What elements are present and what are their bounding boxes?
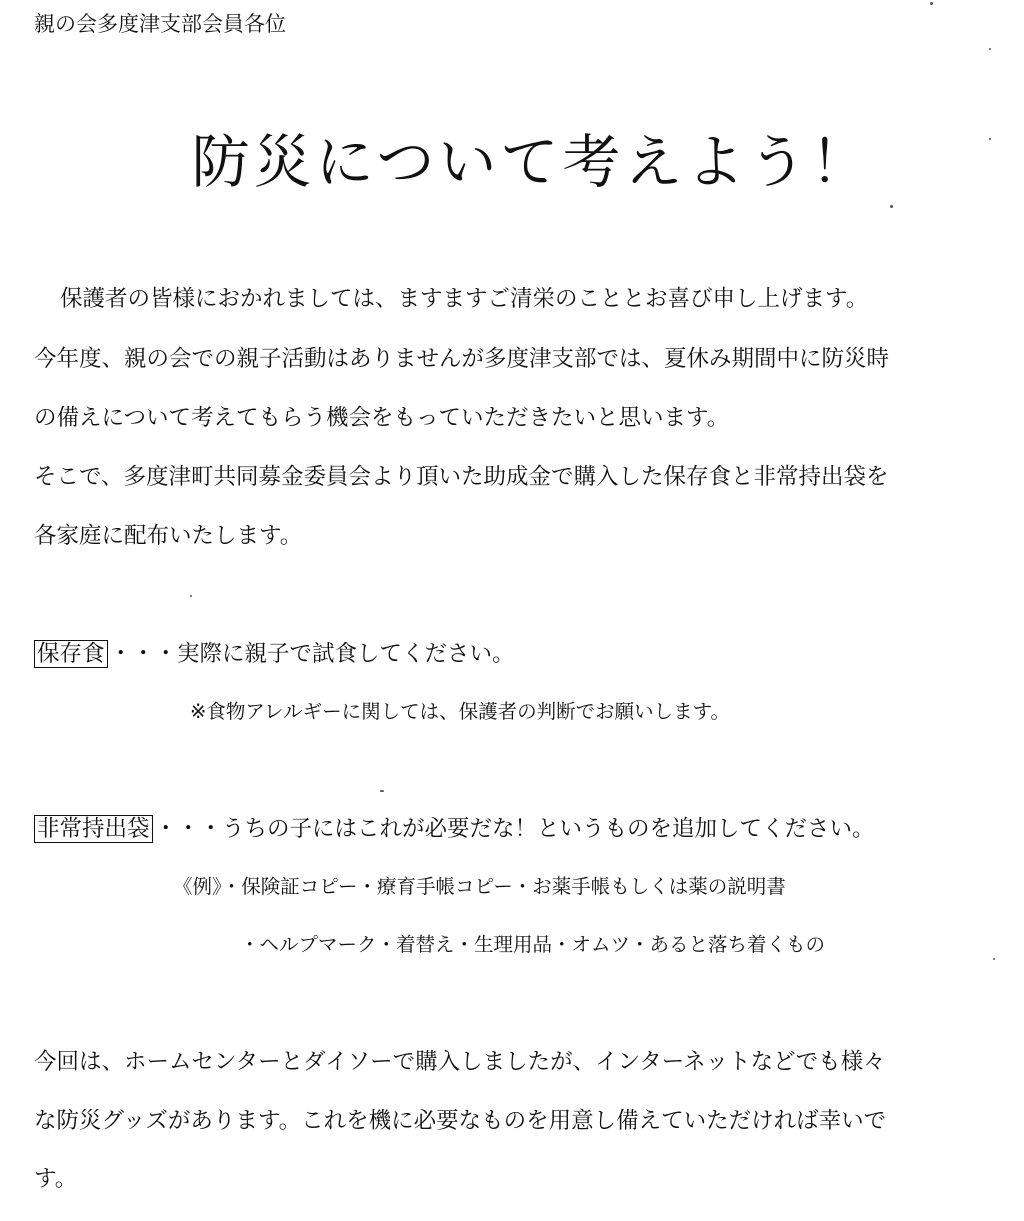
scan-speck xyxy=(380,790,384,792)
example-prefix: 《例》 xyxy=(173,875,222,898)
closing-line-2: な防災グッズがあります。これを機に必要なものを用意し備えていただければ幸いで xyxy=(34,1108,887,1134)
intro-line-1: 保護者の皆様におかれましては、ますますご清栄のこととお喜び申し上げます。 xyxy=(60,286,869,312)
item-emergency-bag xyxy=(34,815,875,843)
intro-line-4: そこで、多度津町共同募金委員会より頂いた助成金で購入した保存食と非常持出袋を xyxy=(34,464,889,490)
scan-speck xyxy=(930,2,933,5)
intro-line-5: 各家庭に配布いたします。 xyxy=(34,523,303,549)
scan-speck xyxy=(989,138,991,140)
item-label-emergency-bag: 非常持出袋 xyxy=(34,815,153,843)
closing-line-3: す。 xyxy=(34,1166,78,1192)
allergy-note: ※食物アレルギーに関しては、保護者の判断でお願いします。 xyxy=(190,700,731,723)
item-text-emergency-bag: ・・・うちの子にはこれが必要だな！というものを追加してください。 xyxy=(154,816,875,842)
intro-line-3: の備えについて考えてもらう機会をもっていただきたいと思います。 xyxy=(34,405,730,431)
example-items-1: ・保険証コピー・療育手帳コピー・お薬手帳もしくは薬の説明書 xyxy=(221,875,786,898)
addressee: 親の会多度津支部会員各位 xyxy=(34,12,286,36)
example-line-2: ・ヘルプマーク・着替え・生理用品・オムツ・あると落ち着くもの xyxy=(240,933,826,956)
intro-line-2: 今年度、親の会での親子活動はありませんが多度津支部では、夏休み期間中に防災時 xyxy=(34,346,890,372)
page-title: 防災について考えよう！ xyxy=(191,128,873,196)
example-line-1 xyxy=(173,877,786,897)
scan-speck xyxy=(989,48,991,50)
item-text-preserved-food: ・・・実際に親子で試食してください。 xyxy=(109,641,515,667)
item-preserved-food xyxy=(34,640,515,668)
scan-speck xyxy=(190,595,192,597)
scan-speck xyxy=(993,958,995,960)
closing-line-1: 今回は、ホームセンターとダイソーで購入しましたが、インターネットなどでも様々 xyxy=(34,1049,886,1075)
scan-speck xyxy=(890,205,893,208)
item-label-preserved-food: 保存食 xyxy=(34,640,108,668)
